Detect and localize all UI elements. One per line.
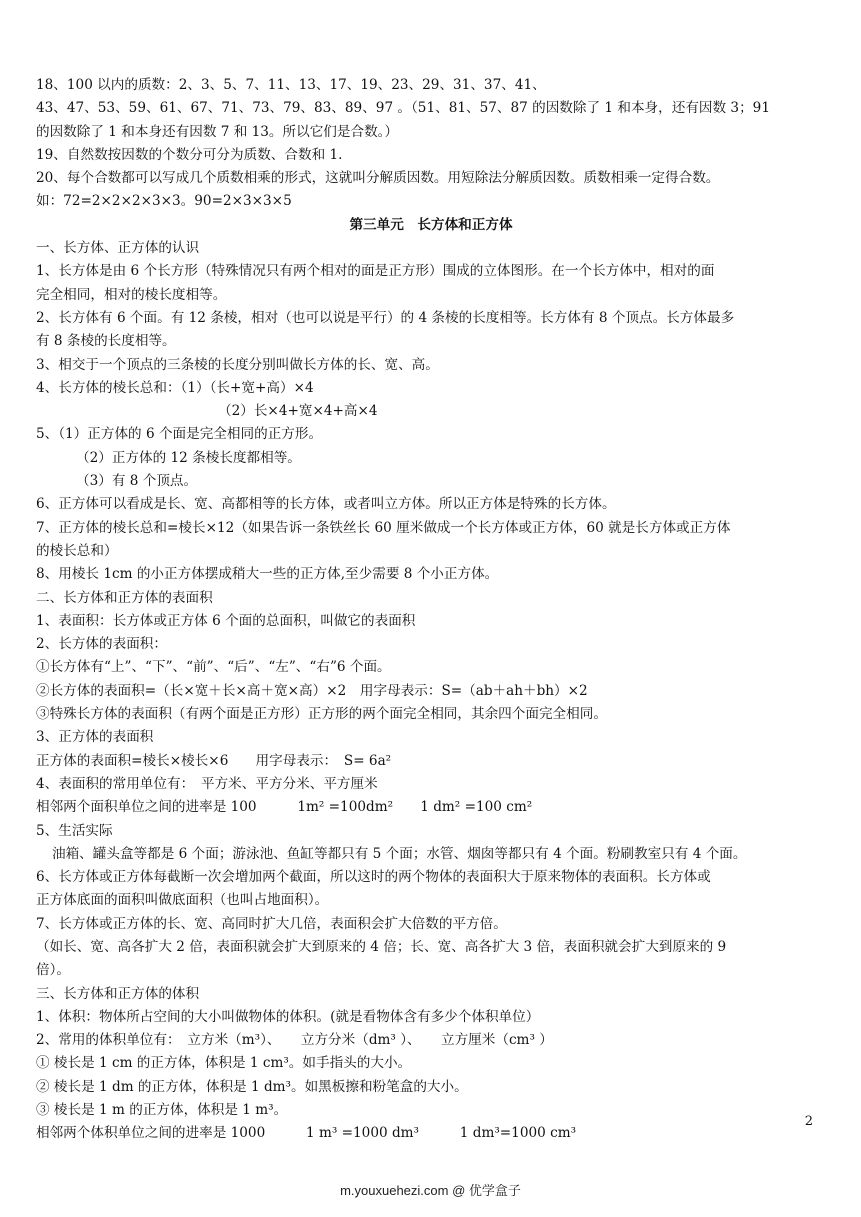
text-line: 4、表面积的常用单位有： 平方米、平方分米、平方厘米 [36,775,378,792]
text-line: 19、自然数按因数的个数分可分为质数、合数和 1. [36,146,343,163]
text-line: 2、长方体的表面积： [36,636,167,653]
text-line: 相邻两个体积单位之间的进率是 1000 1 m³ =1000 dm³ 1 dm³=1000 cm³ [36,1125,577,1142]
text-line: 油箱、罐头盒等都是 6 个面；游泳池、鱼缸等都只有 5 个面；水管、烟囱等都只有 4 个面。粉刷教室只有 4 个面。 [52,845,747,862]
page-number: 2 [804,1114,813,1129]
text-line: 的因数除了 1 和本身还有因数 7 和 13。所以它们是合数。） [36,123,399,140]
text-line: ③特殊长方体的表面积（有两个面是正方形）正方形的两个面完全相同，其余四个面完全相同。 [36,706,607,723]
footer-watermark: m.youxuehezi.com @ 优学盒子 [340,1183,521,1198]
text-line: 完全相同，相对的棱长度相等。 [36,286,227,303]
text-line: 1、长方体是由 6 个长方形（特殊情况只有两个相对的面是正方形）围成的立体图形。在一个长方体中，相对的面 [36,263,715,280]
text-line: ① 棱长是 1 cm 的正方体，体积是 1 cm³。如手指头的大小。 [36,1055,412,1072]
text-line: 43、47、53、59、61、67、71、73、79、83、89、97 。（51、81、57、87 的因数除了 1 和本身，还有因数 3；91 [36,100,770,117]
text-line: 20、每个合数都可以写成几个质数相乘的形式，这就叫分解质因数。用短除法分解质因数。质数相乘一定得合数。 [36,170,720,187]
text-line: 18、100 以内的质数：2、3、5、7、11、13、17、19、23、29、31、37、41、 [36,77,546,93]
text-line: 1、体积：物体所占空间的大小叫做物体的体积。(就是看物体含有多少个体积单位） [36,1008,540,1025]
text-line: 1、表面积：长方体或正方体 6 个面的总面积，叫做它的表面积 [36,612,416,629]
subsection-heading: 二、长方体和正方体的表面积 [36,589,213,606]
text-line: 6、正方体可以看成是长、宽、高都相等的长方体，或者叫立方体。所以正方体是特殊的长方体。 [36,496,616,513]
subsection-heading: 三、长方体和正方体的体积 [36,985,200,1002]
text-line: 3、相交于一个顶点的三条棱的长度分别叫做长方体的长、宽、高。 [36,356,439,373]
text-line: （如长、宽、高各扩大 2 倍，表面积就会扩大到原来的 4 倍；长、宽、高各扩大 3 倍，表面积就会扩大到原来的 9 [36,938,727,955]
text-line: 的棱长总和） [36,542,118,559]
text-line: ② 棱长是 1 dm 的正方体，体积是 1 dm³。如黑板擦和粉笔盒的大小。 [36,1078,468,1095]
text-line: 4、长方体的棱长总和：（1）（长+宽+高）×4 [36,379,314,396]
text-line: 5、（1）正方体的 6 个面是完全相同的正方形。 [36,426,323,443]
text-line: （2）长×4+宽×4+高×4 [218,403,378,420]
text-line: 7、长方体或正方体的长、宽、高同时扩大几倍，表面积会扩大倍数的平方倍。 [36,915,507,932]
text-line: ③ 棱长是 1 m 的正方体，体积是 1 m³。 [36,1102,288,1119]
text-line: 3、正方体的表面积 [36,729,154,746]
text-line: 6、长方体或正方体每截断一次会增加两个截面，所以这时的两个物体的表面积大于原来物体的表面积。长方体或 [36,869,711,886]
text-line: 有 8 条棱的长度相等。 [36,333,176,350]
text-line: 如：72=2×2×2×3×3。90=2×3×3×5 [36,193,292,210]
text-line: 倍）。 [36,962,70,979]
text-line: （2）正方体的 12 条棱长度都相等。 [76,449,301,466]
section-title: 第三单元 长方体和正方体 [349,216,513,233]
text-line: 相邻两个面积单位之间的进率是 100 1m² =100dm² 1 dm² =100 cm² [36,799,533,816]
text-line: 正方体底面的面积叫做底面积（也叫占地面积）。 [36,892,329,909]
text-line: 2、长方体有 6 个面。有 12 条棱，相对（也可以说是平行）的 4 条棱的长度相等。长方体有 8 个顶点。长方体最多 [36,309,735,326]
subsection-heading: 一、长方体、正方体的认识 [36,240,200,257]
text-line: 5、生活实际 [36,822,113,839]
document-body [36,74,826,1146]
text-line: ②长方体的表面积=（长×宽＋长×高＋宽×高）×2 用字母表示：S=（ab＋ah＋bh）×2 [36,682,588,699]
text-line: 8、用棱长 1cm 的小正方体摆成稍大一些的正方体,至少需要 8 个小正方体。 [36,566,499,583]
text-line: 2、常用的体积单位有： 立方米（m³）、 立方分米（dm³ ）、 立方厘米（cm³ ） [36,1032,553,1049]
text-line: ①长方体有“上”、“下”、“前”、“后”、“左”、“右”6 个面。 [36,659,391,676]
text-line: （3）有 8 个顶点。 [76,473,198,490]
text-line: 正方体的表面积=棱长×棱长×6 用字母表示： S= 6a² [36,752,392,769]
text-line: 7、正方体的棱长总和=棱长×12（如果告诉一条铁丝长 60 厘米做成一个长方体或正方体，60 就是长方体或正方体 [36,519,731,536]
